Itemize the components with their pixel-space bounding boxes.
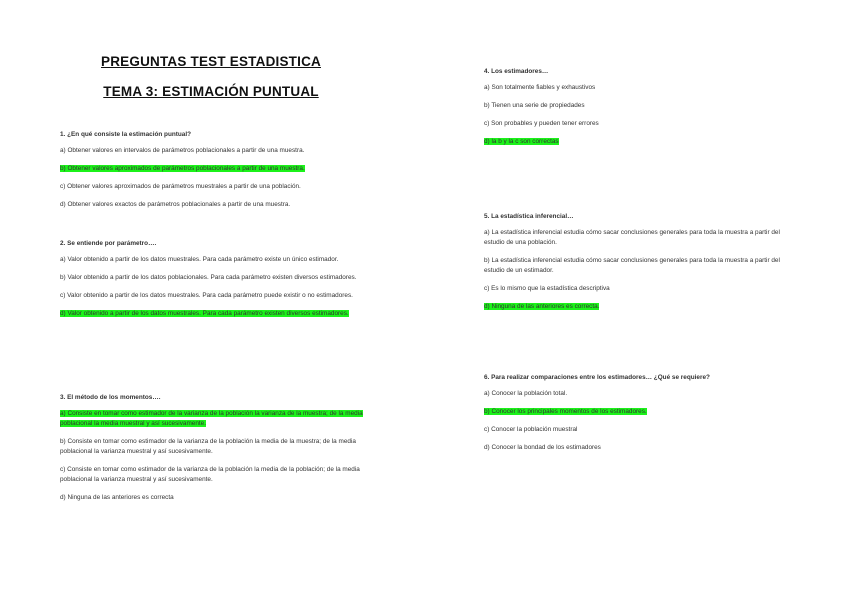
question-2-option-a: a) Valor obtenido a partir de los datos muestrales. Para cada parámetro existe un único estimador. xyxy=(60,256,339,263)
page-subtitle: TEMA 3: ESTIMACIÓN PUNTUAL xyxy=(103,84,319,99)
question-5-option-c: c) Es lo mismo que la estadística descriptiva xyxy=(484,285,610,292)
question-2-title: 2. Se entiende por parámetro…. xyxy=(60,240,157,247)
question-6 xyxy=(484,374,799,461)
question-5-option-d: d) Ninguna de las anteriores es correcta. xyxy=(484,303,600,310)
question-5-option-a: a) La estadística inferencial estudia cómo sacar conclusiones generales para toda la muestra a partir del estudio de una población. xyxy=(484,229,780,246)
question-1-option-c: c) Obtener valores aproximados de parámetros muestrales a partir de una población. xyxy=(60,183,301,190)
question-4-option-d: d) la b y la c son correctas xyxy=(484,138,559,145)
question-1-option-b: b) Obtener valores aproximados de parámetros poblacionales a partir de una muestra. xyxy=(60,165,305,172)
question-6-option-c: c) Conocer la población muestral xyxy=(484,426,578,433)
question-5-option-b: b) La estadística inferencial estudia cómo sacar conclusiones generales para toda la muestra a partir del estudio de un estimador. xyxy=(484,257,780,274)
question-4-option-b: b) Tienen una serie de propiedades xyxy=(484,102,585,109)
question-3-option-c: c) Consiste en tomar como estimador de la varianza de la población la media de la población; de la media poblacional la varianza muestral y así sucesivamente. xyxy=(60,466,360,483)
question-2-option-b: b) Valor obtenido a partir de los datos poblacionales. Para cada parámetro existen diversos estimadores. xyxy=(60,274,357,281)
question-3-title: 3. El método de los momentos…. xyxy=(60,394,161,401)
question-1-option-d: d) Obtener valores exactos de parámetros poblacionales a partir de una muestra. xyxy=(60,201,291,208)
question-6-option-d: d) Conocer la bondad de los estimadores xyxy=(484,444,601,451)
question-4 xyxy=(484,68,799,155)
question-4-option-a: a) Son totalmente fiables y exhaustivos xyxy=(484,84,596,91)
question-5-title: 5. La estadística inferencial… xyxy=(484,213,574,220)
question-1 xyxy=(60,131,375,218)
question-6-option-b: b) Conocer los principales momentos de los estimadores. xyxy=(484,408,647,415)
page-title: PREGUNTAS TEST ESTADISTICA xyxy=(101,54,321,69)
question-6-title: 6. Para realizar comparaciones entre los estimadores… ¿Qué se requiere? xyxy=(484,374,710,381)
question-3-option-a: a) Consiste en tomar como estimador de la varianza de la población la varianza de la muestra; de la media poblacional la media muestral y así sucesivamente. xyxy=(60,410,363,427)
question-2-option-d: d) Valor obtenido a partir de los datos muestrales. Para cada parámetro existen diversos estimadores. xyxy=(60,310,349,317)
question-2-option-c: c) Valor obtenido a partir de los datos muestrales. Para cada parámetro puede existir o no estimadores. xyxy=(60,292,353,299)
question-3 xyxy=(60,394,375,511)
question-6-option-a: a) Conocer la población total. xyxy=(484,390,568,397)
question-1-title: 1. ¿En qué consiste la estimación puntual? xyxy=(60,131,192,138)
question-3-option-d: d) Ninguna de las anteriores es correcta xyxy=(60,494,174,501)
question-5 xyxy=(484,213,799,320)
question-2 xyxy=(60,240,375,327)
question-3-option-b: b) Consiste en tomar como estimador de la varianza de la población la media de la muestra; de la media poblacional la varianza muestral y así sucesivamente. xyxy=(60,438,356,455)
question-1-option-a: a) Obtener valores en intervalos de parámetros poblacionales a partir de una muestra. xyxy=(60,147,305,154)
question-4-option-c: c) Son probables y pueden tener errores xyxy=(484,120,599,127)
question-4-title: 4. Los estimadores… xyxy=(484,68,549,75)
